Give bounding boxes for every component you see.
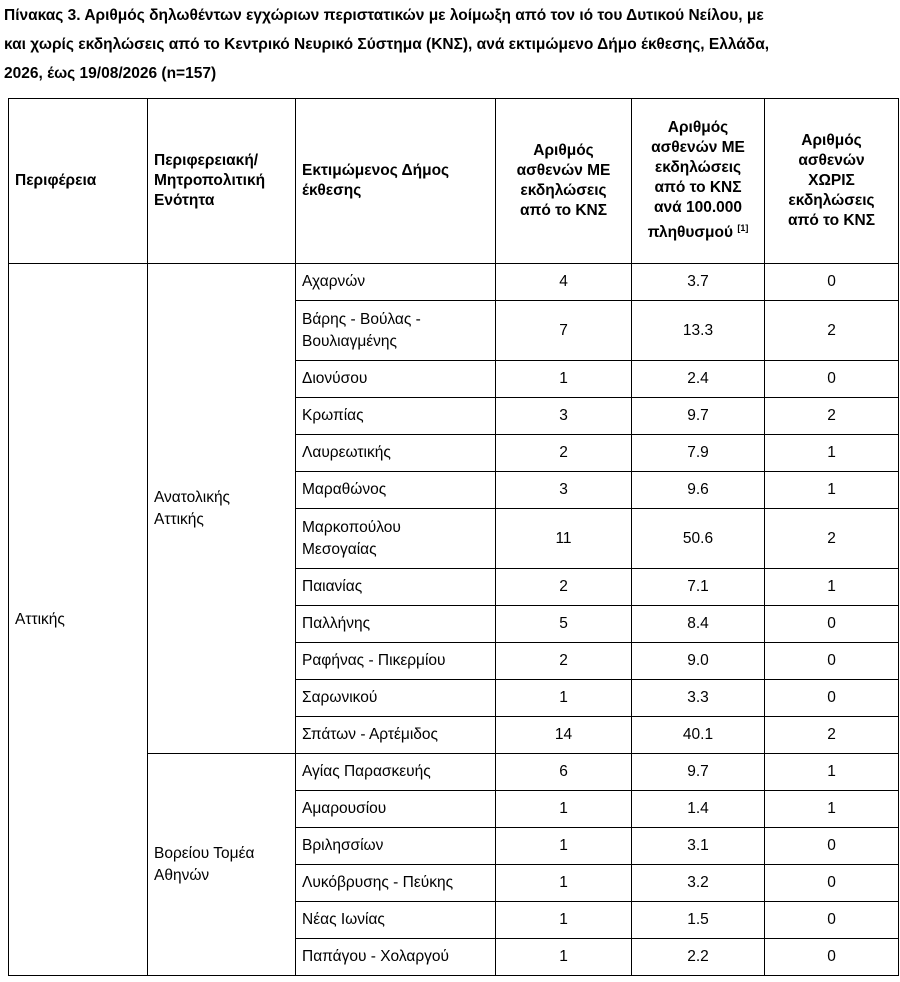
with-cns-cell: 5 <box>496 606 632 643</box>
header-rate-per-100k: Αριθμός ασθενών ΜΕ εκδηλώσεις από το ΚΝΣ ανά 100.000 πληθυσμού [1] <box>632 99 765 264</box>
municipality-cell: Διονύσου <box>296 361 496 398</box>
rate-cell: 9.7 <box>632 398 765 435</box>
without-cns-cell: 2 <box>765 717 899 754</box>
municipality-cell: Μαρκοπούλου Μεσογαίας <box>296 509 496 569</box>
with-cns-cell: 1 <box>496 865 632 902</box>
without-cns-cell: 1 <box>765 569 899 606</box>
without-cns-cell: 0 <box>765 939 899 976</box>
table-header-row <box>9 99 899 264</box>
footnote-ref: [1] <box>737 223 749 234</box>
municipality-cell: Σπάτων - Αρτέμιδος <box>296 717 496 754</box>
cases-table <box>8 98 899 976</box>
municipality-cell: Λαυρεωτικής <box>296 435 496 472</box>
with-cns-cell: 2 <box>496 643 632 680</box>
municipality-cell: Λυκόβρυσης - Πεύκης <box>296 865 496 902</box>
with-cns-cell: 6 <box>496 754 632 791</box>
table-row <box>9 264 899 301</box>
with-cns-cell: 1 <box>496 791 632 828</box>
rate-cell: 1.5 <box>632 902 765 939</box>
table-caption <box>4 2 900 89</box>
without-cns-cell: 2 <box>765 509 899 569</box>
with-cns-cell: 2 <box>496 435 632 472</box>
rate-cell: 8.4 <box>632 606 765 643</box>
header-unit: Περιφερειακή/ Μητροπολιτική Ενότητα <box>148 99 296 264</box>
rate-cell: 9.7 <box>632 754 765 791</box>
region-cell: Αττικής <box>9 264 148 976</box>
with-cns-cell: 4 <box>496 264 632 301</box>
with-cns-cell: 11 <box>496 509 632 569</box>
without-cns-cell: 1 <box>765 472 899 509</box>
municipality-cell: Σαρωνικού <box>296 680 496 717</box>
without-cns-cell: 0 <box>765 680 899 717</box>
unit-cell: Ανατολικής Αττικής <box>148 264 296 754</box>
header-region: Περιφέρεια <box>9 99 148 264</box>
with-cns-cell: 2 <box>496 569 632 606</box>
with-cns-cell: 14 <box>496 717 632 754</box>
without-cns-cell: 2 <box>765 398 899 435</box>
rate-cell: 3.3 <box>632 680 765 717</box>
municipality-cell: Αχαρνών <box>296 264 496 301</box>
without-cns-cell: 0 <box>765 643 899 680</box>
header-with-cns: Αριθμός ασθενών ΜΕ εκδηλώσεις από το ΚΝΣ <box>496 99 632 264</box>
rate-cell: 9.0 <box>632 643 765 680</box>
rate-cell: 2.4 <box>632 361 765 398</box>
with-cns-cell: 1 <box>496 680 632 717</box>
with-cns-cell: 3 <box>496 398 632 435</box>
without-cns-cell: 1 <box>765 754 899 791</box>
municipality-cell: Παλλήνης <box>296 606 496 643</box>
without-cns-cell: 0 <box>765 606 899 643</box>
header-without-cns: Αριθμός ασθενών ΧΩΡΙΣ εκδηλώσεις από το ΚΝΣ <box>765 99 899 264</box>
rate-cell: 3.7 <box>632 264 765 301</box>
with-cns-cell: 1 <box>496 902 632 939</box>
rate-cell: 3.1 <box>632 828 765 865</box>
municipality-cell: Αμαρουσίου <box>296 791 496 828</box>
without-cns-cell: 0 <box>765 865 899 902</box>
with-cns-cell: 1 <box>496 939 632 976</box>
header-municipality: Εκτιμώμενος Δήμος έκθεσης <box>296 99 496 264</box>
municipality-cell: Κρωπίας <box>296 398 496 435</box>
rate-cell: 3.2 <box>632 865 765 902</box>
rate-cell: 50.6 <box>632 509 765 569</box>
with-cns-cell: 7 <box>496 301 632 361</box>
municipality-cell: Αγίας Παρασκευής <box>296 754 496 791</box>
rate-cell: 7.9 <box>632 435 765 472</box>
rate-cell: 7.1 <box>632 569 765 606</box>
municipality-cell: Βάρης - Βούλας - Βουλιαγμένης <box>296 301 496 361</box>
without-cns-cell: 0 <box>765 828 899 865</box>
without-cns-cell: 2 <box>765 301 899 361</box>
rate-cell: 1.4 <box>632 791 765 828</box>
municipality-cell: Νέας Ιωνίας <box>296 902 496 939</box>
municipality-cell: Μαραθώνος <box>296 472 496 509</box>
without-cns-cell: 1 <box>765 791 899 828</box>
caption-line-3: 2026, έως 19/08/2026 (n=157) <box>4 65 217 82</box>
municipality-cell: Βριλησσίων <box>296 828 496 865</box>
rate-cell: 40.1 <box>632 717 765 754</box>
municipality-cell: Παπάγου - Χολαργού <box>296 939 496 976</box>
rate-cell: 9.6 <box>632 472 765 509</box>
municipality-cell: Παιανίας <box>296 569 496 606</box>
with-cns-cell: 1 <box>496 828 632 865</box>
with-cns-cell: 1 <box>496 361 632 398</box>
caption-line-1: Πίνακας 3. Αριθμός δηλωθέντων εγχώριων περιστατικών με λοίμωξη από τον ιό του Δυτικού Νείλου, με <box>4 7 764 24</box>
without-cns-cell: 0 <box>765 361 899 398</box>
rate-cell: 2.2 <box>632 939 765 976</box>
without-cns-cell: 1 <box>765 435 899 472</box>
without-cns-cell: 0 <box>765 264 899 301</box>
caption-line-2: και χωρίς εκδηλώσεις από το Κεντρικό Νευρικό Σύστημα (ΚΝΣ), ανά εκτιμώμενο Δήμο έκθεσης, Ελλάδα, <box>4 36 770 53</box>
unit-cell: Βορείου Τομέα Αθηνών <box>148 754 296 976</box>
municipality-cell: Ραφήνας - Πικερμίου <box>296 643 496 680</box>
with-cns-cell: 3 <box>496 472 632 509</box>
without-cns-cell: 0 <box>765 902 899 939</box>
rate-cell: 13.3 <box>632 301 765 361</box>
